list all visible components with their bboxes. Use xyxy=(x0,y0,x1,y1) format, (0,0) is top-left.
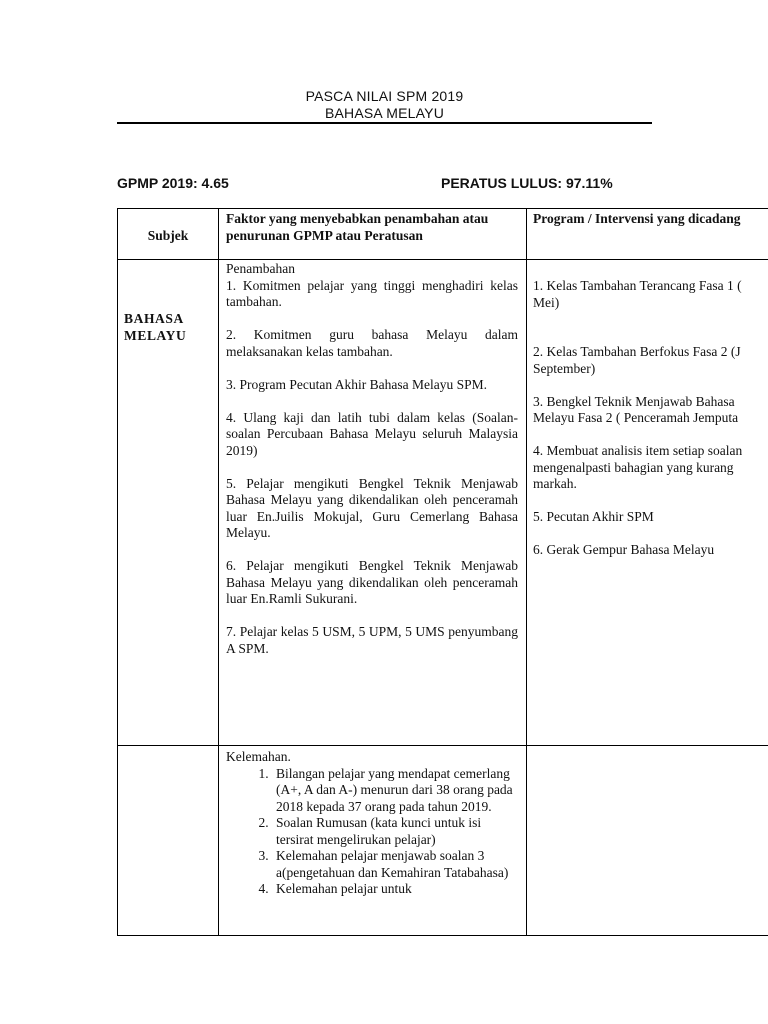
program-cell xyxy=(527,260,768,746)
document-subtitle: BAHASA MELAYU xyxy=(324,105,445,121)
program-item: 5. Pecutan Akhir SPM xyxy=(533,509,654,524)
program-header: Program / Intervensi yang dicadang xyxy=(533,211,741,226)
penambahan-item: 5. Pelajar mengikuti Bengkel Teknik Menjawab Bahasa Melayu yang dikendalikan oleh penceramah luar En.Juilis Mokujal, Guru Cemerlang Bahasa Melayu. xyxy=(226,475,518,540)
kelemahan-list xyxy=(226,766,518,898)
document-title: PASCA NILAI SPM 2019 xyxy=(305,88,464,104)
table-row xyxy=(118,260,768,746)
analysis-table xyxy=(117,208,768,936)
program-item: Mei) xyxy=(533,294,560,310)
penambahan-item: 7. Pelajar kelas 5 USM, 5 UPM, 5 UMS penyumbang A SPM. xyxy=(226,624,518,656)
penambahan-item: 4. Ulang kaji dan latih tubi dalam kelas (Soalan-soalan Percubaan Bahasa Melayu seluruh Malaysia 2019) xyxy=(226,409,518,458)
title-underline xyxy=(117,122,652,124)
kelemahan-cell xyxy=(219,746,527,936)
penambahan-label: Penambahan xyxy=(226,261,295,276)
header-cell-program xyxy=(527,209,768,260)
empty-program-cell xyxy=(527,746,768,936)
empty-subject-cell xyxy=(118,746,219,936)
faktor-header: Faktor yang menyebabkan penambahan atau penurunan GPMP atau Peratusan xyxy=(226,211,489,243)
kelemahan-item: 3. Kelemahan pelajar menjawab soalan 3 a(pengetahuan dan Kemahiran Tatabahasa) xyxy=(272,848,518,881)
program-item: September) xyxy=(533,360,596,376)
kelemahan-item: 2. Soalan Rumusan (kata kunci untuk isi tersirat mengelirukan pelajar) xyxy=(272,815,518,848)
program-item: Melayu Fasa 2 ( Penceramah Jemputa xyxy=(533,410,739,425)
subject-cell xyxy=(118,260,219,746)
program-item: 3. Bengkel Teknik Menjawab Bahasa xyxy=(533,393,735,409)
penambahan-cell xyxy=(219,260,527,746)
gpmp-value: GPMP 2019: 4.65 xyxy=(117,175,229,191)
program-item: mengenalpasti bahagian yang kurang xyxy=(533,459,734,475)
penambahan-item: 3. Program Pecutan Akhir Bahasa Melayu SPM. xyxy=(226,376,487,392)
header-cell-subjek xyxy=(118,209,219,260)
program-item: 1. Kelas Tambahan Terancang Fasa 1 ( xyxy=(533,278,742,293)
program-item: 2. Kelas Tambahan Berfokus Fasa 2 (J xyxy=(533,344,741,359)
table-row xyxy=(118,746,768,936)
program-item: markah. xyxy=(533,476,577,491)
header-cell-faktor xyxy=(219,209,527,260)
subjek-header: Subjek xyxy=(147,228,189,243)
program-item: 4. Membuat analisis item setiap soalan xyxy=(533,443,743,458)
penambahan-item: 1. Komitmen pelajar yang tinggi menghadiri kelas tambahan. xyxy=(226,277,518,309)
table-header-row xyxy=(118,209,768,260)
kelemahan-label: Kelemahan. xyxy=(226,749,291,764)
subject-name: BAHASA MELAYU xyxy=(124,311,187,343)
penambahan-item: 6. Pelajar mengikuti Bengkel Teknik Menjawab Bahasa Melayu yang dikendalikan oleh penceramah luar En.Ramli Sukurani. xyxy=(226,558,518,606)
penambahan-item: 2. Komitmen guru bahasa Melayu dalam melaksanakan kelas tambahan. xyxy=(226,327,518,359)
kelemahan-item: 1. Bilangan pelajar yang mendapat cemerlang (A+, A dan A-) menurun dari 38 orang pada 2018 kepada 37 orang pada tahun 2019. xyxy=(272,766,518,816)
kelemahan-item: 4. Kelemahan pelajar untuk xyxy=(272,881,518,898)
program-item: 6. Gerak Gempur Bahasa Melayu xyxy=(533,542,715,557)
peratus-lulus-value: PERATUS LULUS: 97.11% xyxy=(441,175,613,191)
